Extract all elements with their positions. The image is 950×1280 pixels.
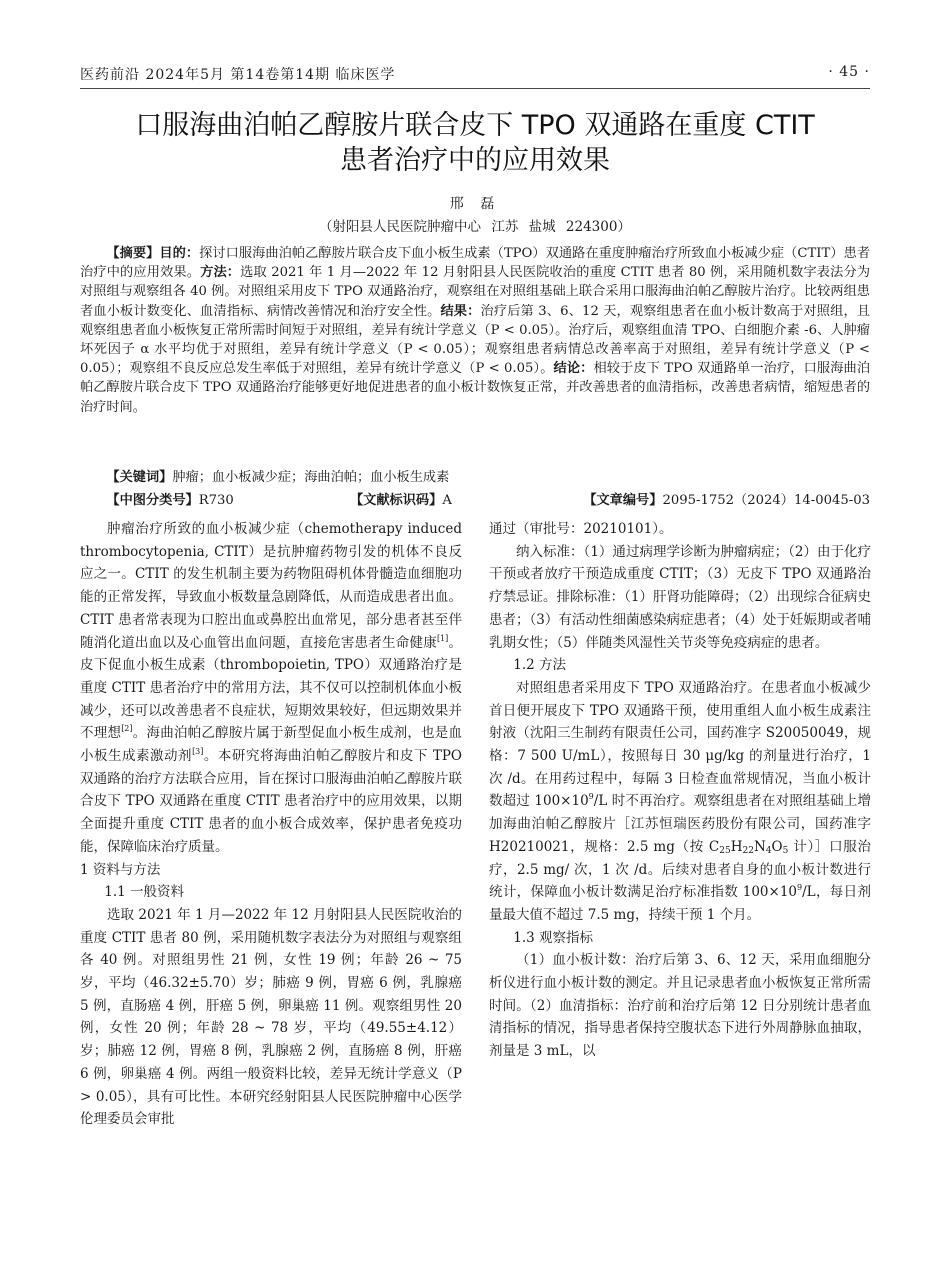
title-line-1: 口服海曲泊帕乙醇胺片联合皮下 TPO 双通路在重度 CTIT — [135, 110, 815, 141]
page-number: · 45 · — [828, 64, 870, 80]
abstract-label: 【摘要】 — [106, 246, 160, 261]
citation-2: [2] — [121, 724, 133, 734]
abstract-conclusion: 相较于皮下 TPO 双通路单一治疗，口服海曲泊帕乙醇胺片联合皮下 TPO 双通路治疗能够更好地促进患者的血小板计数恢复正常，并改善患者的血清指标，改善患者病情，缩短患者的治疗时间。 — [80, 361, 871, 415]
section-heading-1-2: 1.2 方法 — [513, 657, 567, 674]
section-heading-1: 1 资料与方法 — [80, 861, 161, 878]
keywords — [80, 466, 870, 485]
article-title — [80, 108, 870, 178]
affiliation: （射阳县人民医院肿瘤中心 江苏 盐城 224300） — [319, 219, 631, 235]
abstract-methods-label: 方法： — [200, 265, 241, 281]
abstract-results: 治疗后第 3、6、12 天，观察组患者在血小板计数高于对照组，且观察组患者血小板恢复正常所需时间短于对照组，差异有统计学意义（P < 0.05）。治疗后，观察组血清 TPO、白细胞介素 -6、人肿瘤坏死因子 α 水平均优于对照组，差异有统计学意义（P < 0.05）；观察组患者病情总改善率高于对照组，差异有统计学意义（P < 0.05）；观察组不良反应总发生率低于对照组，差异有统计学意义（P < 0.05）。 — [80, 303, 871, 377]
section-heading-1-1: 1.1 一般资料 — [104, 884, 185, 901]
running-header — [80, 60, 870, 84]
abstract-objective-label: 目的： — [159, 246, 200, 261]
author: 邢 磊 — [449, 196, 501, 212]
left-column — [80, 518, 462, 1131]
methods-paragraph: 对照组患者采用皮下 TPO 双通路治疗。在患者血小板减少首日便开展皮下 TPO 双通路干预，使用重组人血小板生成素注射液（沈阳三生制药有限责任公司，国药准字 S20050049，规格：7 500 U/mL），按照每日 30 μg/kg 的剂量进行治疗，1 次 /d。在用药过程中，每隔 3 日检查血常规情况，当血小板计数超过 $100\times 10^9/L$ 时不再治疗。观察组患者在对照组基础上增加海曲泊帕乙醇胺片［江苏恒瑞医药股份有限公司，国药准字 H20210021，规格：2.5 mg（按 $C_{25}H_{22}N_4O_5$ 计）］口服治疗，2.5 mg/ 次，1 次 /d。后续对患者自身的血小板计数进行统计，保障血小板计数满足治疗标准指数 $100\times 10^9/L$，每日剂量最大值不超过 7.5 mg，持续干预 1 个月。 — [489, 679, 871, 923]
section-heading-1-3: 1.3 观察指标 — [513, 929, 594, 946]
keywords-text: 肿瘤；血小板减少症；海曲泊帕；血小板生成素 — [172, 470, 450, 485]
continuation-text: 通过（审批号：20210101）。 — [489, 521, 673, 537]
criteria-paragraph: 纳入标准：（1）通过病理学诊断为肿瘤病症；（2）由于化疗干预或者放疗干预造成重度 CTIT；（3）无皮下 TPO 双通路治疗禁忌证。排除标准：（1）肝肾功能障碍；（2）出现综合征病史患者；（3）有活动性细菌感染病症患者；（4）处于妊娠期或者哺乳期女性；（5）伴随类风湿性关节炎等免疫病症的患者。 — [489, 543, 871, 651]
citation-3: [3] — [192, 747, 204, 757]
abstract-methods: 选取 2021 年 1 月—2022 年 12 月射阳县人民医院收治的重度 CTIT 患者 80 例，采用随机数字表法分为对照组与观察组各 40 例。对照组采用皮下 TPO 双通路治疗，观察组在对照组基础上联合采用口服海曲泊帕乙醇胺片治疗。比较两组患者血小板计数变化、血清指标、病情改善情况和治疗安全性。 — [80, 265, 871, 319]
journal-info: 医药前沿 2024年5月 第14卷第14期 临床医学 — [80, 67, 396, 83]
doc-code: 【文献标识码】A — [350, 493, 452, 508]
article-number: 【文章编号】2095-1752（2024）14-0045-03 — [583, 493, 870, 508]
intro-paragraph: 肿瘤治疗所致的血小板减少症（chemotherapy induced thrombocytopenia, CTIT）是抗肿瘤药物引发的机体不良反应之一。CTIT 的发生机制主要为药物阻碍机体骨髓造血细胞功能的正常发挥，导致血小板数量急剧降低，从而造成患者出血。CTIT 患者常表现为口腔出血或鼻腔出血常见，部分患者甚至伴随消化道出血以及心血管出血问题，直接危害患者生命健康[1]。皮下促血小板生成素（thrombopoietin, TPO）双通路治疗是重度 CTIT 患者治疗中的常用方法，其不仅可以控制机体血小板减少，还可以改善患者不良症状，短期效果较好，但远期效果并不理想[2]。海曲泊帕乙醇胺片属于新型促血小板生成剂，也是血小板生成素激动剂[3]。本研究将海曲泊帕乙醇胺片和皮下 TPO 双通路的治疗方法联合应用，旨在探讨口服海曲泊帕乙醇胺片联合皮下 TPO 双通路在重度 CTIT 患者治疗中的应用效果，以期全面提升重度 CTIT 患者的血小板合成效率，保护患者免疫功能，保障临床治疗质量。 — [80, 521, 463, 855]
abstract-objective: 探讨口服海曲泊帕乙醇胺片联合皮下血小板生成素（TPO）双通路在重度肿瘤治疗所致血小板减少症（CTIT）患者治疗中的应用效果。 — [80, 246, 871, 281]
abstract — [80, 244, 870, 417]
clc-code: 【中图分类号】R730 — [106, 493, 234, 508]
general-data-paragraph: 选取 2021 年 1 月—2022 年 12 月射阳县人民医院收治的重度 CTIT 患者 80 例，采用随机数字表法分为对照组与观察组各 40 例。对照组男性 21 例，女性 19 例；年龄 26 ~ 75 岁，平均（46.32±5.70）岁；肺癌 9 例，胃癌 6 例，乳腺癌 5 例，直肠癌 4 例，肝癌 5 例，卵巢癌 11 例。观察组男性 20 例，女性 20 例；年龄 28 ~ 78 岁，平均（49.55±4.12）岁；肺癌 12 例，胃癌 8 例，乳腺癌 2 例，直肠癌 8 例，肝癌 6 例，卵巢癌 4 例。两组一般资料比较，差异无统计学意义（P > 0.05），具有可比性。本研究经射阳县人民医院肿瘤中心医学伦理委员会审批 — [80, 906, 462, 1128]
keywords-label: 【关键词】 — [106, 470, 173, 485]
header-rule — [80, 88, 870, 89]
abstract-results-label: 结果： — [440, 303, 481, 319]
citation-1: [1] — [436, 633, 449, 643]
right-column — [489, 518, 871, 1063]
classification-line — [80, 489, 870, 509]
title-line-2: 患者治疗中的应用效果 — [340, 145, 610, 176]
indicators-paragraph: （1）血小板计数：治疗后第 3、6、12 天，采用血细胞分析仪进行血小板计数的测定。并且记录患者血小板恢复正常所需时间。（2）血清指标：治疗前和治疗后第 12 日分别统计患者血清指标的情况，指导患者保持空腹状态下进行外周静脉血抽取，剂量是 3 mL，以 — [489, 952, 871, 1060]
abstract-conclusion-label: 结论： — [553, 361, 594, 377]
